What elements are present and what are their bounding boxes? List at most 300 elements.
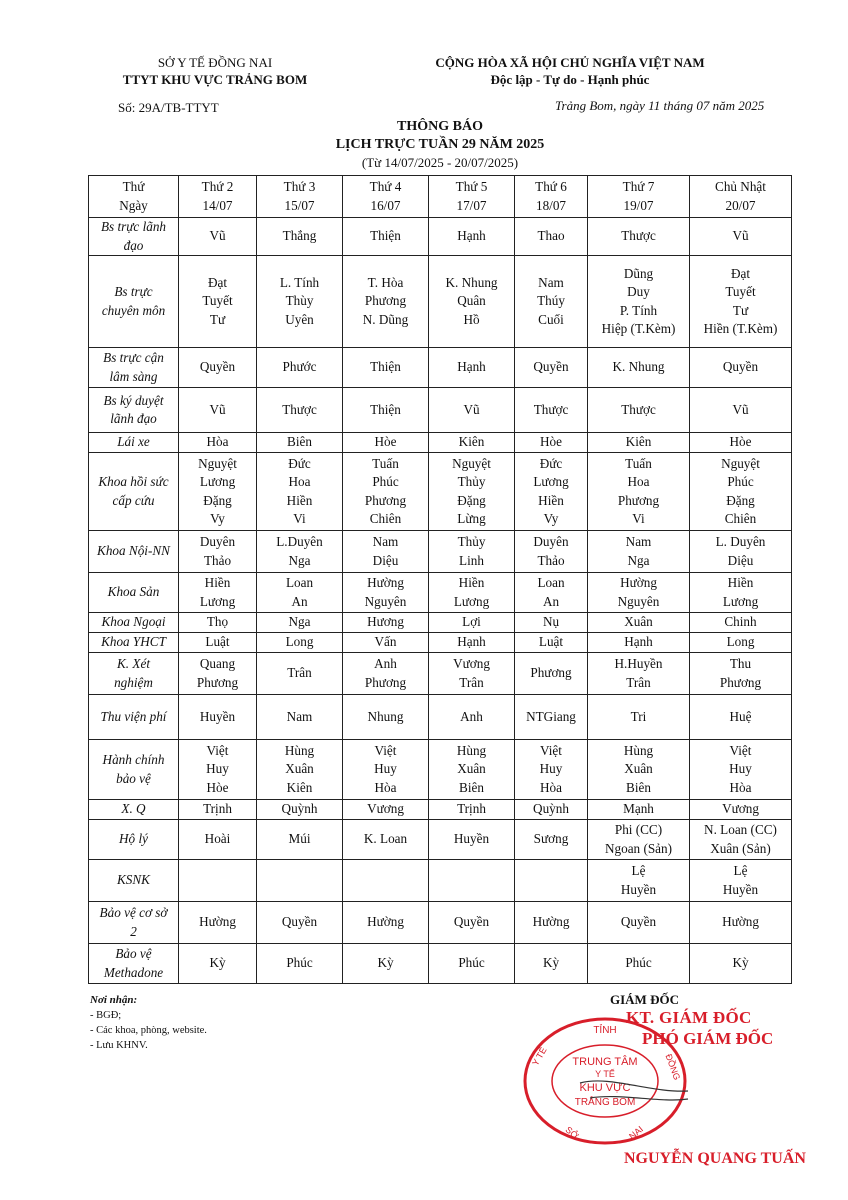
cell-line: Hành chính	[102, 752, 165, 767]
cell-line: Lương	[453, 593, 490, 609]
recipient-item: - Lưu KHNV.	[90, 1040, 148, 1051]
cell-line: Kỳ	[209, 955, 226, 971]
cell-line: Phúc	[458, 955, 485, 971]
cell-line: Nam	[372, 534, 399, 549]
duty-cell	[690, 573, 792, 613]
cell-line: Nga	[288, 614, 311, 630]
cell-line: Hiệp (T.Kèm)	[601, 321, 676, 336]
org-name-text: TTYT KHU VỰC TRẢNG BOM	[122, 72, 308, 87]
cell-line: Phương	[364, 492, 407, 508]
duty-cell	[429, 573, 515, 613]
duty-cell	[343, 653, 429, 695]
duty-cell	[343, 531, 429, 573]
cell-line: Hường	[532, 914, 570, 930]
cell-line: Xuân	[624, 614, 653, 630]
cell-line: Hoài	[204, 831, 231, 847]
cell-line: Hộ lý	[119, 831, 148, 847]
duty-cell	[257, 902, 343, 944]
cell-line: Tri	[630, 708, 647, 724]
cell-line: Trân	[459, 674, 484, 690]
duty-cell	[179, 860, 257, 902]
cell-line: Vũ	[209, 401, 226, 417]
cell-line: Tuấn	[372, 455, 399, 471]
cell-line: Hạnh	[457, 228, 486, 244]
cell-line: Hòa	[540, 779, 562, 795]
duty-cell	[515, 388, 588, 433]
duty-cell	[429, 633, 515, 653]
cell-line: Vương	[453, 656, 490, 671]
cell-line: Dũng	[623, 265, 654, 281]
duty-cell	[429, 860, 515, 902]
seal-center-line-3: KHU VỰC	[579, 1082, 631, 1094]
duty-cell	[515, 800, 588, 820]
duty-cell	[179, 613, 257, 633]
duty-cell	[515, 653, 588, 695]
cell-line: Phi (CC)	[614, 822, 663, 837]
cell-line: Thược	[621, 228, 656, 244]
cell-line: Quân	[457, 293, 486, 309]
cell-line: Chiên	[724, 511, 757, 526]
duty-cell	[588, 348, 690, 388]
cell-line: Nguyệt	[452, 455, 491, 471]
duty-cell	[515, 613, 588, 633]
cell-line: Kiên	[625, 434, 652, 450]
cell-line: Phương	[196, 674, 239, 690]
cell-line: Thủy	[457, 534, 486, 549]
duty-cell	[429, 218, 515, 256]
cell-line: Hòe	[540, 434, 562, 450]
cell-line: Tuyết	[202, 293, 233, 309]
cell-line: Quang	[199, 656, 236, 671]
cell-line: Tuấn	[625, 455, 652, 471]
cell-line: Lệ	[733, 863, 748, 878]
cell-line: K. Xét	[117, 656, 150, 671]
duty-cell	[515, 256, 588, 348]
cell-line: Uyên	[285, 311, 314, 327]
cell-line: Huyền	[620, 881, 657, 897]
cell-line: Quyền	[722, 359, 759, 375]
duty-cell	[588, 453, 690, 531]
cell-line: Hường	[620, 575, 657, 590]
cell-line: Hoa	[288, 474, 311, 489]
duty-cell	[257, 944, 343, 984]
cell-line: Vũ	[463, 401, 480, 417]
cell-line: Vũ	[732, 401, 749, 417]
cell-line: Xuân	[624, 761, 653, 777]
cell-line: Thứ	[122, 179, 145, 194]
duty-cell	[690, 453, 792, 531]
duty-cell	[179, 740, 257, 800]
cell-line: Hồ	[463, 311, 480, 327]
duty-cell	[343, 820, 429, 860]
duty-cell	[343, 944, 429, 984]
row-label-cell	[89, 902, 179, 944]
deputy-director-line: PHÓ GIÁM ĐỐC	[642, 1029, 774, 1048]
cell-line: Hạnh	[457, 634, 486, 650]
cell-line: Phương	[617, 492, 660, 508]
table-row	[89, 800, 792, 820]
row-label-cell	[89, 944, 179, 984]
duty-cell	[515, 531, 588, 573]
duty-cell	[429, 820, 515, 860]
cell-line: Huy	[374, 761, 397, 777]
cell-line: Đức	[539, 455, 563, 471]
cell-line: Loan	[285, 575, 314, 590]
recipients-list	[90, 1008, 350, 1053]
cell-line: Kỳ	[377, 955, 394, 971]
duty-cell	[429, 902, 515, 944]
cell-line: Mạnh	[623, 801, 654, 817]
row-label-cell	[89, 433, 179, 453]
cell-line: Loan	[537, 575, 565, 590]
duty-schedule-table	[88, 175, 792, 984]
cell-line: Hoa	[627, 474, 650, 489]
cell-line: Hường	[199, 914, 236, 930]
cell-line: K. Loan	[363, 831, 408, 847]
cell-line: Nga	[288, 552, 311, 568]
cell-line: nghiệm	[114, 674, 153, 690]
day-header-cell	[515, 176, 588, 218]
duty-cell	[257, 633, 343, 653]
duty-cell	[515, 433, 588, 453]
duty-cell	[343, 695, 429, 740]
duty-cell	[179, 944, 257, 984]
cell-line: Nga	[627, 552, 650, 568]
notice-title	[230, 118, 650, 172]
cell-line: Hiền	[458, 575, 485, 590]
cell-line: Thu	[729, 656, 752, 671]
table-row	[89, 695, 792, 740]
duty-cell	[588, 613, 690, 633]
cell-line: Trịnh	[457, 801, 486, 817]
duty-cell	[257, 573, 343, 613]
table-row	[89, 531, 792, 573]
duty-cell	[690, 433, 792, 453]
seal-text-right: ĐỒNG	[663, 1052, 683, 1082]
cell-line: Nam	[538, 274, 564, 290]
cell-line: Quyền	[199, 359, 236, 375]
day-header-cell	[690, 176, 792, 218]
notice-kind: THÔNG BÁO	[397, 119, 483, 134]
cell-line: Hòe	[729, 434, 752, 450]
cell-line: Lương	[199, 593, 236, 609]
day-header-cell	[429, 176, 515, 218]
doc-number: Số: 29A/TB-TTYT	[118, 100, 219, 115]
duty-cell	[179, 800, 257, 820]
day-name: Thứ 5	[455, 179, 488, 194]
duty-cell	[179, 820, 257, 860]
day-name: Chủ Nhật	[715, 179, 766, 194]
duty-cell	[690, 613, 792, 633]
duty-cell	[588, 860, 690, 902]
duty-cell	[429, 348, 515, 388]
cell-line: Huệ	[729, 708, 752, 724]
cell-line: chuyên môn	[101, 302, 166, 318]
duty-cell	[257, 653, 343, 695]
day-header-cell	[588, 176, 690, 218]
duty-cell	[343, 740, 429, 800]
row-label-cell	[89, 860, 179, 902]
row-label-cell	[89, 740, 179, 800]
cell-line: Khoa YHCT	[101, 634, 166, 650]
cell-line: L. Duyên	[715, 534, 766, 549]
cell-line: Hòe	[374, 434, 397, 450]
cell-line: Lợi	[462, 614, 481, 630]
day-name: Thứ 4	[369, 179, 402, 194]
day-header-cell	[257, 176, 343, 218]
duty-cell	[179, 633, 257, 653]
cell-line: Phúc	[372, 474, 399, 489]
cell-line: Thảo	[537, 552, 565, 568]
cell-line: NTGiang	[526, 708, 576, 724]
table-row	[89, 820, 792, 860]
duty-cell	[257, 218, 343, 256]
cell-line: Xuân (Sản)	[710, 840, 771, 856]
cell-line: Quỳnh	[533, 801, 569, 817]
duty-cell	[257, 433, 343, 453]
cell-line: Bs trực cận	[103, 350, 164, 365]
cell-line: Tư	[209, 311, 226, 327]
schedule-title: LỊCH TRỰC TUẦN 29 NĂM 2025	[335, 137, 545, 152]
table-row	[89, 902, 792, 944]
cell-line: L. Tính	[279, 274, 320, 290]
cell-line: Hùng	[456, 742, 487, 758]
duty-cell	[257, 256, 343, 348]
duty-cell	[343, 218, 429, 256]
cell-line: Đức	[288, 455, 311, 471]
cell-line: An	[542, 593, 560, 609]
cell-line: Huyền	[722, 881, 759, 897]
cell-line: Nguyên	[364, 593, 407, 609]
cell-line: Thọ	[206, 614, 229, 630]
row-label-cell	[89, 453, 179, 531]
cell-line: Nguyệt	[721, 455, 760, 471]
cell-line: Quyền	[453, 914, 490, 930]
cell-line: Hiền (T.Kèm)	[703, 321, 778, 336]
duty-cell	[429, 944, 515, 984]
cell-line: Diệu	[372, 552, 399, 568]
cell-line: Thược	[621, 401, 656, 417]
row-label-cell	[89, 388, 179, 433]
place-date: Trảng Bom, ngày 11 tháng 07 năm 2025	[555, 98, 765, 113]
cell-line: Lương	[722, 593, 759, 609]
duty-cell	[179, 653, 257, 695]
cell-line: Hiền	[538, 492, 564, 508]
duty-cell	[690, 902, 792, 944]
duty-cell	[343, 860, 429, 902]
duty-cell	[343, 433, 429, 453]
cell-line: Nam	[286, 708, 313, 724]
cell-line: Hòa	[374, 779, 397, 795]
cell-line: Huyền	[453, 831, 490, 847]
cell-line: Duy	[627, 284, 650, 299]
national-heading	[405, 54, 735, 88]
duty-cell	[515, 633, 588, 653]
table-row	[89, 653, 792, 695]
cell-line: Thủy	[457, 474, 486, 489]
duty-cell	[343, 348, 429, 388]
country-name: CỘNG HÒA XÃ HỘI CHỦ NGHĨA VIỆT NAM	[435, 55, 705, 70]
table-row	[89, 573, 792, 613]
duty-cell	[343, 633, 429, 653]
duty-cell	[690, 633, 792, 653]
cell-line: Lương	[199, 474, 236, 489]
cell-line: Vương	[722, 801, 759, 817]
duty-cell	[515, 573, 588, 613]
seal-center-line-2: Y TẾ	[595, 1069, 615, 1079]
duty-cell	[429, 453, 515, 531]
duty-cell	[179, 256, 257, 348]
cell-line: Việt	[206, 742, 229, 758]
recipient-item: - Các khoa, phòng, website.	[90, 1025, 207, 1036]
seal-center-line-1: TRUNG TÂM	[572, 1056, 638, 1068]
duty-cell	[257, 820, 343, 860]
cell-line: Kỳ	[542, 955, 560, 971]
duty-cell	[429, 653, 515, 695]
cell-line: Lái xe	[117, 434, 150, 450]
cell-line: bảo vệ	[116, 770, 151, 786]
cell-line: Khoa Ngoại	[101, 614, 166, 630]
duty-cell	[690, 860, 792, 902]
duty-cell	[179, 348, 257, 388]
duty-cell	[515, 902, 588, 944]
row-label-cell	[89, 256, 179, 348]
cell-line: Xuân	[457, 761, 486, 777]
duty-cell	[515, 218, 588, 256]
cell-line: Khoa Sản	[107, 584, 160, 600]
cell-line: lâm sàng	[109, 368, 158, 384]
cell-line: Vấn	[374, 634, 397, 650]
day-date: 20/07	[725, 197, 756, 213]
cell-line: Thiện	[370, 359, 401, 375]
duty-cell	[257, 695, 343, 740]
day-name: Thứ 3	[283, 179, 316, 194]
cell-line: Quỳnh	[281, 801, 318, 817]
cell-line: Hường	[367, 575, 404, 590]
cell-line: Việt	[374, 742, 397, 758]
cell-line: Long	[726, 634, 755, 650]
duty-cell	[429, 256, 515, 348]
issuing-org	[100, 54, 330, 88]
cell-line: Thắng	[282, 228, 317, 244]
duty-cell	[343, 800, 429, 820]
cell-line: Bs trực	[114, 284, 153, 299]
duty-cell	[257, 800, 343, 820]
cell-line: Đạt	[730, 265, 751, 281]
cell-line: Long	[285, 634, 314, 650]
duty-cell	[343, 573, 429, 613]
duty-cell	[588, 740, 690, 800]
duty-cell	[690, 256, 792, 348]
cell-line: Linh	[459, 552, 484, 568]
cell-line: Hòe	[206, 779, 229, 795]
cell-line: K. Nhung	[445, 274, 498, 290]
row-label-cell	[89, 633, 179, 653]
duty-cell	[179, 531, 257, 573]
duty-cell	[429, 388, 515, 433]
cell-line: Đạt	[207, 274, 228, 290]
cell-line: Biên	[626, 779, 651, 795]
org-parent: SỞ Y TẾ ĐỒNG NAI	[157, 55, 273, 70]
row-label-cell	[89, 573, 179, 613]
cell-line: X. Q	[121, 801, 146, 817]
cell-line: Hiền	[204, 575, 231, 590]
cell-line: Thược	[533, 401, 569, 417]
table-row	[89, 433, 792, 453]
cell-line: Phương	[364, 293, 407, 309]
duty-cell	[179, 218, 257, 256]
cell-line: Biên	[459, 779, 484, 795]
recipients-heading: Nơi nhận:	[90, 994, 138, 1006]
cell-line: Tuyết	[725, 284, 756, 299]
duty-cell	[588, 944, 690, 984]
cell-line: Methadone	[103, 964, 164, 980]
cell-line: P. Tính	[619, 302, 658, 318]
row-label-cell	[89, 820, 179, 860]
duty-cell	[257, 860, 343, 902]
cell-line: Thiện	[370, 228, 401, 244]
duty-cell	[429, 800, 515, 820]
cell-line: Đặng	[457, 492, 486, 508]
cell-line: Nguyệt	[198, 455, 237, 471]
duty-cell	[690, 800, 792, 820]
duty-cell	[257, 613, 343, 633]
cell-line: Tư	[732, 302, 749, 318]
cell-line: Huy	[539, 761, 563, 777]
day-name: Thứ 2	[201, 179, 234, 194]
cell-line: Thiện	[370, 401, 401, 417]
table-row	[89, 860, 792, 902]
cell-line: Sương	[533, 831, 569, 847]
cell-line: Quyền	[281, 914, 318, 930]
cell-line: Hương	[367, 614, 404, 630]
duty-cell	[257, 388, 343, 433]
cell-line: Huy	[206, 761, 229, 777]
duty-cell	[343, 256, 429, 348]
row-label-cell	[89, 800, 179, 820]
duty-cell	[588, 653, 690, 695]
cell-line: Luật	[538, 634, 564, 650]
seal-text-left: Y TẾ	[530, 1045, 549, 1068]
table-row	[89, 613, 792, 633]
cell-line: Vy	[210, 511, 225, 526]
cell-line: Khoa Nội-NN	[97, 543, 170, 559]
cell-line: Luật	[205, 634, 230, 650]
motto: Độc lập - Tự do - Hạnh phúc	[490, 72, 650, 87]
day-date: 17/07	[456, 197, 487, 213]
cell-line: Thược	[282, 401, 317, 417]
cell-line: Nụ	[542, 614, 560, 630]
cell-line: Hạnh	[624, 634, 653, 650]
cell-line: Việt	[729, 742, 752, 758]
day-date: 16/07	[370, 197, 401, 213]
cell-line: Biên	[287, 434, 312, 450]
cell-line: Thảo	[203, 552, 232, 568]
cell-line: Hiền	[286, 492, 313, 508]
duty-cell	[588, 902, 690, 944]
duty-cell	[179, 573, 257, 613]
cell-line: An	[291, 593, 308, 609]
row-label-cell	[89, 348, 179, 388]
duty-cell	[179, 388, 257, 433]
seal-text-top: TỈNH	[593, 1025, 617, 1036]
duty-cell	[257, 348, 343, 388]
cell-line: Phương	[530, 665, 572, 681]
cell-line: Vũ	[732, 228, 749, 244]
cell-line: Duyên	[199, 534, 236, 549]
duty-cell	[515, 820, 588, 860]
duty-cell	[690, 218, 792, 256]
